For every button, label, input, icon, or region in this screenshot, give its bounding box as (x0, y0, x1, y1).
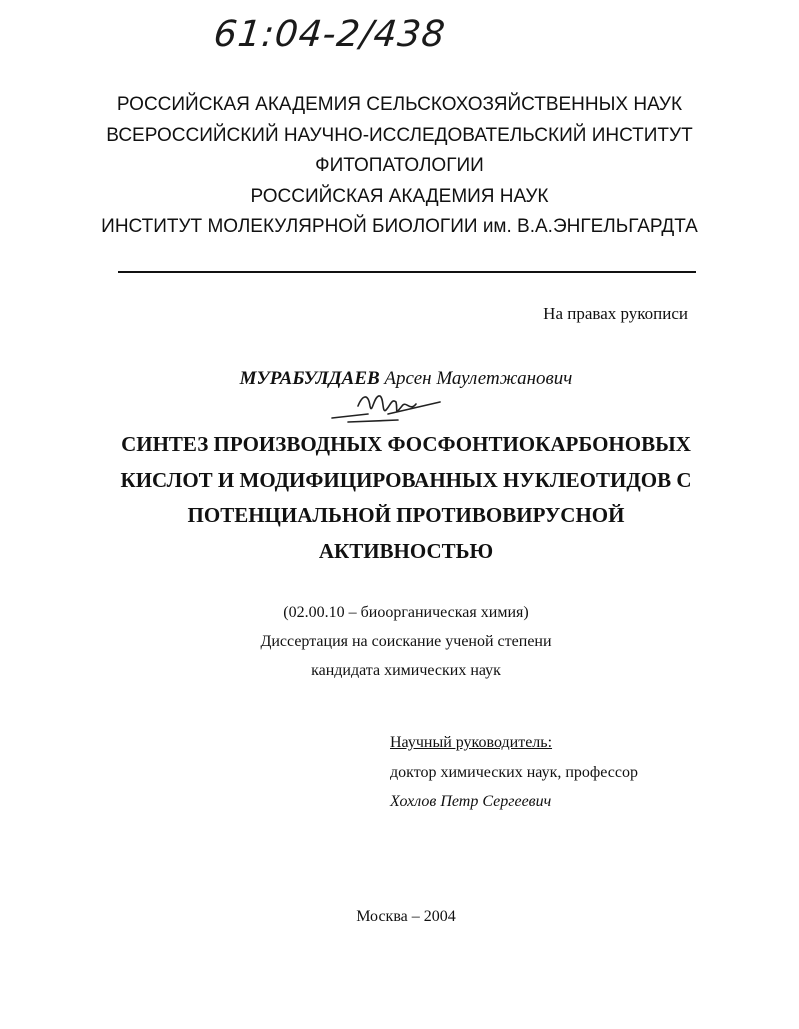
title-line-2: КИСЛОТ И МОДИФИЦИРОВАННЫХ НУКЛЕОТИДОВ С (120, 467, 692, 492)
rights-notice: На правах рукописи (543, 304, 688, 323)
dissertation-title (0, 427, 799, 569)
supervisor-label: Научный руководитель: (390, 734, 553, 751)
institutions-header (0, 90, 799, 243)
specialty-code: (02.00.10 – биоорганическая химия) (283, 604, 529, 621)
author-given-names: Арсен Маулетжанович (384, 368, 573, 389)
supervisor-block (390, 728, 638, 817)
header-divider (118, 271, 696, 273)
supervisor-title: доктор химических наук, профессор (390, 763, 638, 781)
institution-line-4: РОССИЙСКАЯ АКАДЕМИЯ НАУК (250, 185, 549, 207)
institution-line-5: ИНСТИТУТ МОЛЕКУЛЯРНОЙ БИОЛОГИИ им. В.А.ЭНГЕЛЬГАРДТА (101, 216, 698, 237)
supervisor-name: Хохлов Петр Сергеевич (390, 793, 552, 810)
degree-line-2: кандидата химических наук (311, 662, 501, 679)
institution-line-2: ВСЕРОССИЙСКИЙ НАУЧНО-ИССЛЕДОВАТЕЛЬСКИЙ ИНСТИТУТ (106, 124, 693, 146)
institution-line-1: РОССИЙСКАЯ АКАДЕМИЯ СЕЛЬСКОХОЗЯЙСТВЕННЫХ НАУК (116, 94, 683, 115)
degree-info (0, 598, 799, 685)
institution-line-3: ФИТОПАТОЛОГИИ (315, 155, 484, 176)
place-year: Москва – 2004 (356, 908, 456, 925)
archive-code-handwritten: 61:04-2/438 (211, 14, 448, 55)
degree-line-1: Диссертация на соискание ученой степени (260, 633, 552, 650)
title-line-4: АКТИВНОСТЬЮ (318, 538, 494, 563)
author-surname: МУРАБУЛДАЕВ (239, 368, 380, 389)
title-line-3: ПОТЕНЦИАЛЬНОЙ ПРОТИВОВИРУСНОЙ (187, 503, 625, 527)
title-line-1: СИНТЕЗ ПРОИЗВОДНЫХ ФОСФОНТИОКАРБОНОВЫХ (121, 432, 691, 456)
